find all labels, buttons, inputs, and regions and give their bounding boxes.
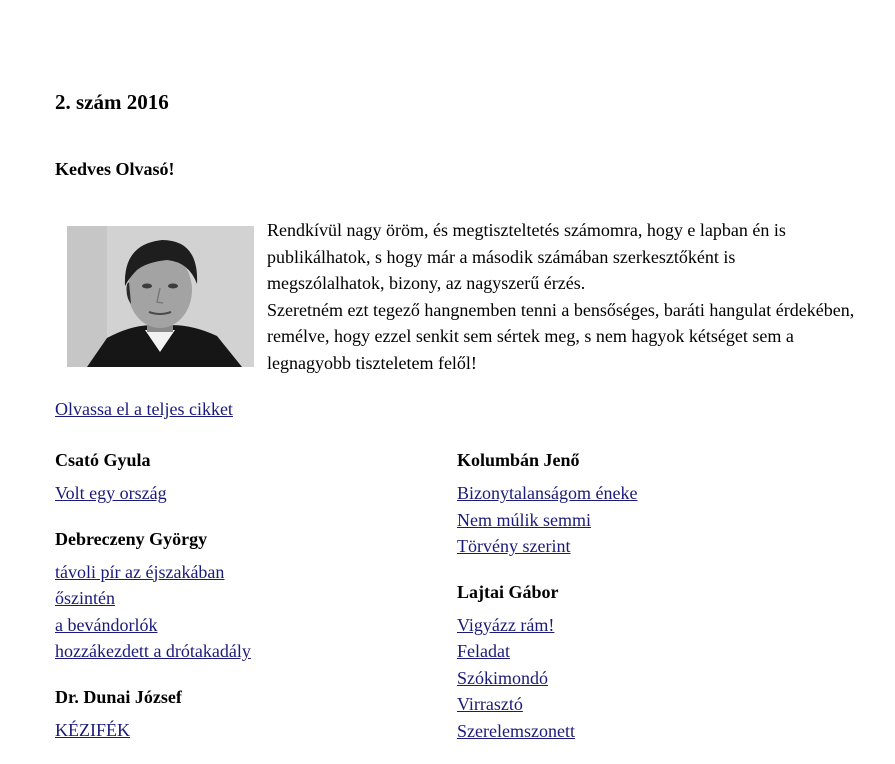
work-link[interactable]: Szerelemszonett xyxy=(457,720,575,741)
work-link[interactable]: Virrasztó xyxy=(457,694,523,714)
work-link[interactable]: KÉZIFÉK xyxy=(55,719,130,740)
author-name: Lajtai Gábor xyxy=(457,581,559,602)
work-link[interactable]: hozzákezdett a drótakadály xyxy=(55,641,251,661)
editorial-intro xyxy=(267,217,857,376)
issue-title: 2. szám 2016 xyxy=(55,90,169,114)
work-link[interactable]: Feladat xyxy=(457,641,510,661)
work-link[interactable]: őszintén xyxy=(55,588,115,608)
author-works-list xyxy=(55,559,435,665)
author-works-list xyxy=(55,717,435,744)
author-works-list xyxy=(457,480,837,560)
author-works-list xyxy=(55,480,435,507)
intro-paragraph-2: Szeretném ezt tegező hangnemben tenni a bensőséges, baráti hangulat érdekében, remélve, hogy ezzel senkit sem sértek meg, s nem hagyok kétséget sem a legnagyobb tiszteletem felől! xyxy=(267,299,855,373)
author-name: Dr. Dunai József xyxy=(55,686,182,707)
authors-column-left xyxy=(55,448,435,763)
editorial-greeting: Kedves Olvasó! xyxy=(55,159,175,179)
work-link[interactable]: a bevándorlók xyxy=(55,614,158,635)
author-works-list xyxy=(457,612,837,745)
work-link[interactable]: Törvény szerint xyxy=(457,536,571,556)
read-full-article-link[interactable]: Olvassa el a teljes cikket xyxy=(55,399,233,419)
author-name: Debreczeny György xyxy=(55,528,208,549)
authors-column-right xyxy=(457,448,837,764)
author-name: Kolumbán Jenő xyxy=(457,450,580,470)
work-link[interactable]: Bizonytalanságom éneke xyxy=(457,483,638,503)
work-link[interactable]: Volt egy ország xyxy=(55,483,167,503)
editor-photo xyxy=(67,226,254,367)
work-link[interactable]: Nem múlik semmi xyxy=(457,509,591,530)
work-link[interactable]: távoli pír az éjszakában xyxy=(55,561,225,582)
work-link[interactable]: Vigyázz rám! xyxy=(457,614,555,635)
work-link[interactable]: Szókimondó xyxy=(457,667,549,688)
intro-paragraph-1: Rendkívül nagy öröm, és megtiszteltetés számomra, hogy e lapban én is publikálhatok, s hogy már a második számában szerkesztőként is megszólalhatok, bizony, az nagyszerű érzés. xyxy=(267,220,786,293)
author-name: Csató Gyula xyxy=(55,450,151,470)
